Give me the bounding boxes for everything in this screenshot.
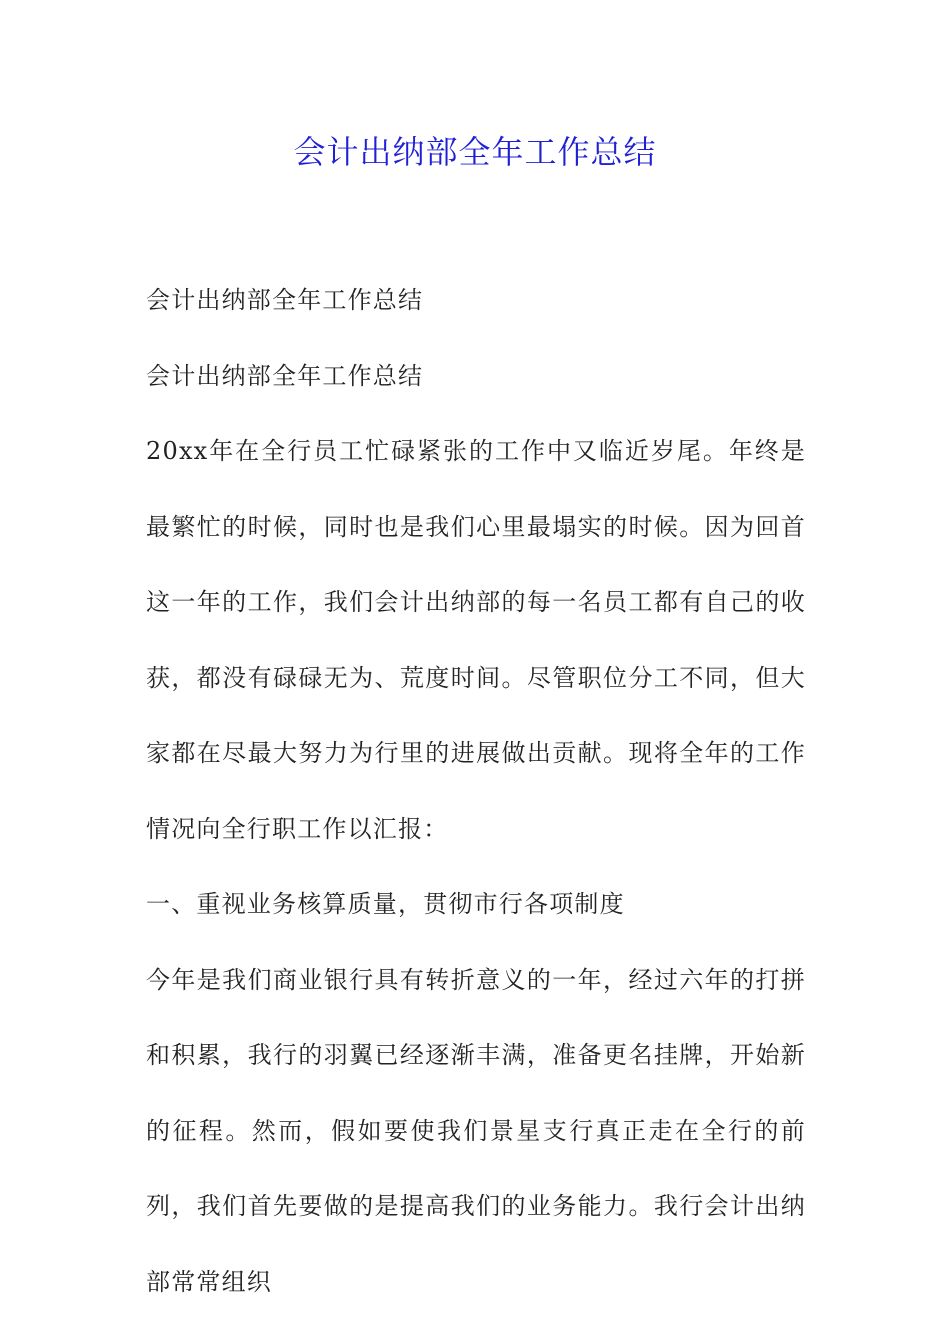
paragraph-subtitle-2: 会计出纳部全年工作总结 xyxy=(146,361,424,390)
paragraph-intro: 20xx年在全行员工忙碌紧张的工作中又临近岁尾。年终是最繁忙的时候，同时也是我们心里最塌实的时候。因为回首这一年的工作，我们会计出纳部的每一名员工都有自己的收获，都没有碌碌无为、荒度时间。尽管职位分工不同，但大家都在尽最大努力为行里的进展做出贡献。现将全年的工作情况向全行职工作以汇报： xyxy=(146,437,806,843)
paragraph-section-1: 今年是我们商业银行具有转折意义的一年，经过六年的打拼和积累，我行的羽翼已经逐渐丰满，准备更名挂牌，开始新的征程。然而，假如要使我们景星支行真正走在全行的前列，我们首先要做的是提高我们的业务能力。我行会计出纳部常常组织 xyxy=(146,965,806,1296)
paragraph-subtitle-1: 会计出纳部全年工作总结 xyxy=(146,286,424,314)
document-title: 会计出纳部全年工作总结 xyxy=(293,133,657,171)
section-heading-1: 一、重视业务核算质量，贯彻市行各项制度 xyxy=(146,890,625,918)
document-body xyxy=(146,263,806,1320)
